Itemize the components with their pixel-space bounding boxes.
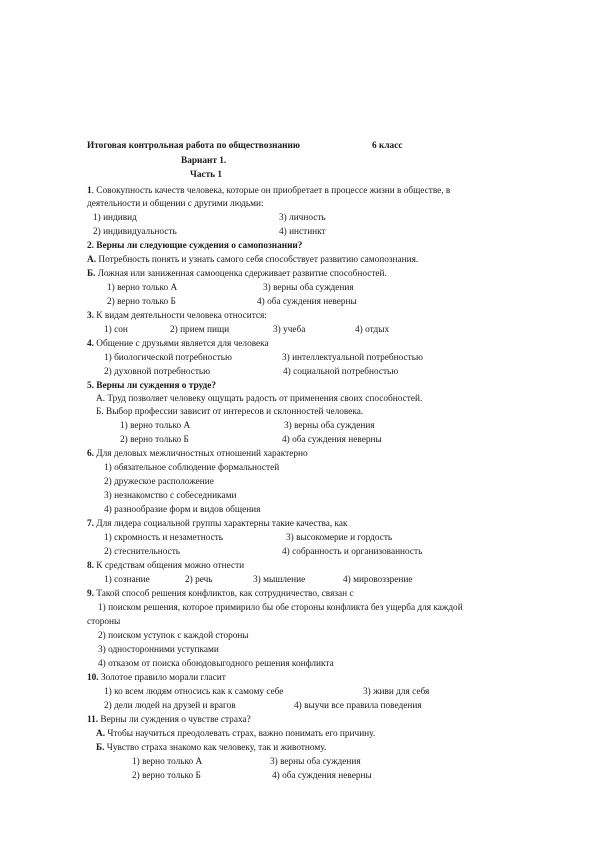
q1-option-1: 1) индивид	[93, 213, 137, 223]
q11-option-2: 2) верно только Б	[132, 771, 201, 781]
q7-option-4: 4) собранность и организованность	[282, 547, 423, 557]
q9-option-1-cont: стороны	[87, 617, 121, 627]
question-8-text: К средствам общения можно отнести	[93, 561, 245, 571]
question-6-number: 6.	[87, 449, 94, 459]
q5-statement-b: Б. Выбор профессии зависит от интересов и склонностей человека.	[96, 407, 364, 417]
q4-option-3: 3) интеллектуальной потребностью	[282, 353, 423, 363]
question-7-text: Для лидера социальной группы характерны такие качества, как	[93, 519, 348, 529]
question-1	[87, 185, 450, 197]
q5-option-4: 4) оба суждения неверны	[282, 435, 382, 445]
q6-option-3: 3) незнакомство с собеседниками	[104, 491, 237, 501]
q1-option-2: 2) индивидуальность	[93, 227, 177, 237]
question-9-text: Такой способ решения конфликтов, как сотрудничество, связан с	[93, 589, 354, 599]
q11-option-1: 1) верно только А	[132, 757, 203, 767]
question-3-number: 3.	[87, 311, 94, 321]
q2-statement-a	[87, 254, 418, 266]
question-11-number: 11.	[87, 715, 99, 725]
question-5: 5. Верны ли суждения о труде?	[87, 381, 217, 391]
q9-option-1: 1) поиском решения, которое примирило бы обе стороны конфликта без ущерба для каждой	[98, 603, 463, 613]
q2-option-1: 1) верно только А	[107, 283, 178, 293]
q4-option-1: 1) биологической потребностью	[104, 353, 232, 363]
question-9	[87, 588, 354, 600]
q9-option-4: 4) отказом от поиска обоюдовыгодного решения конфликта	[98, 659, 334, 669]
question-7-number: 7.	[87, 519, 94, 529]
question-9-number: 9.	[87, 589, 94, 599]
q11-statement-b	[96, 742, 326, 754]
question-11-text: Верны ли суждения о чувстве страха?	[98, 715, 251, 725]
q11-statement-a-text: Чтобы научиться преодолевать страх, важно понимать его причину.	[105, 729, 376, 739]
q4-option-4: 4) социальной потребностью	[283, 367, 399, 377]
question-1-text: . Совокупность качеств человека, которые он приобретает в процессе жизни в обществе, в	[91, 186, 451, 196]
q11-statement-b-label: Б.	[96, 743, 105, 753]
question-10-text: Золотое правило морали гласит	[98, 673, 226, 683]
q9-option-2: 2) поиском уступок с каждой стороны	[98, 631, 249, 641]
variant-label: Вариант 1.	[181, 156, 227, 166]
q2-option-3: 3) верны оба суждения	[263, 283, 354, 293]
grade-label: 6 класс	[372, 141, 403, 151]
question-1-text-cont: деятельности и общении с другими людьми:	[87, 199, 264, 209]
q10-option-4: 4) выучи все правила поведения	[294, 701, 422, 711]
q11-option-3: 3) верны оба суждения	[270, 757, 361, 767]
question-2: 2. Верны ли следующие суждения о самопознании?	[87, 241, 303, 251]
part-label: Часть 1	[190, 170, 223, 180]
q1-option-4: 4) инстинкт	[279, 227, 326, 237]
q2-statement-b-label: Б.	[87, 269, 96, 279]
q3-option-3: 3) учеба	[273, 325, 306, 335]
question-1-number: 1	[87, 186, 92, 196]
question-7	[87, 518, 348, 530]
q10-option-2: 2) дели людей на друзей и врагов	[104, 701, 236, 711]
question-10	[87, 672, 226, 684]
q9-option-3: 3) односторонними уступками	[98, 645, 219, 655]
question-4-number: 4.	[87, 339, 94, 349]
q2-statement-b	[87, 268, 387, 280]
q7-option-2: 2) стеснительность	[104, 547, 181, 557]
q1-option-3: 3) личность	[279, 213, 326, 223]
q2-statement-a-label: А.	[87, 255, 97, 265]
q5-option-1: 1) верно только А	[120, 421, 191, 431]
q10-option-1: 1) ко всем людям относись как к самому себе	[104, 687, 284, 697]
q5-statement-a: А. Труд позволяет человеку ощущать радость от применения своих способностей.	[96, 394, 423, 404]
q11-statement-a-label: А.	[96, 729, 106, 739]
q4-option-2: 2) духовной потребностью	[104, 367, 211, 377]
q8-option-3: 3) мышление	[253, 575, 306, 585]
question-4	[87, 338, 269, 350]
q7-option-3: 3) высокомерие и гордость	[286, 533, 393, 543]
question-11	[87, 714, 251, 726]
q8-option-4: 4) мировоззрение	[343, 575, 413, 585]
question-8-number: 8.	[87, 561, 94, 571]
q7-option-1: 1) скромность и незаметность	[104, 533, 223, 543]
q8-option-2: 2) речь	[185, 575, 213, 585]
q8-option-1: 1) сознание	[104, 575, 150, 585]
page-title: Итоговая контрольная работа по обществознанию	[87, 141, 300, 151]
q11-option-4: 4) оба суждения неверны	[272, 771, 372, 781]
question-6-text: Для деловых межличностных отношений характерно	[93, 449, 308, 459]
question-3-text: К видам деятельности человека относится:	[93, 311, 267, 321]
q6-option-2: 2) дружеское расположение	[104, 477, 214, 487]
question-6	[87, 448, 308, 460]
q3-option-4: 4) отдых	[355, 325, 390, 335]
q2-statement-a-text: Потребность понять и узнать самого себя способствует развитию самопознания.	[96, 255, 419, 265]
q5-option-3: 3) верны оба суждения	[284, 421, 375, 431]
question-3	[87, 310, 267, 322]
q3-option-2: 2) прием пищи	[170, 325, 230, 335]
q10-option-3: 3) живи для себя	[363, 687, 430, 697]
q2-option-4: 4) оба суждения неверны	[257, 297, 357, 307]
q11-statement-a	[96, 728, 375, 740]
q3-option-1: 1) сон	[104, 325, 128, 335]
question-10-number: 10.	[87, 673, 99, 683]
q5-option-2: 2) верно только Б	[120, 435, 189, 445]
question-8	[87, 560, 244, 572]
q6-option-1: 1) обязательное соблюдение формальностей	[104, 463, 280, 473]
question-4-text: Общение с друзьями является для человека	[93, 339, 269, 349]
q2-option-2: 2) верно только Б	[107, 297, 176, 307]
q2-statement-b-text: Ложная или заниженная самооценка сдерживает развитие способностей.	[95, 269, 387, 279]
q11-statement-b-text: Чувство страха знакомо как человеку, так и животному.	[104, 743, 327, 753]
q6-option-4: 4) разнообразие форм и видов общения	[104, 505, 261, 515]
